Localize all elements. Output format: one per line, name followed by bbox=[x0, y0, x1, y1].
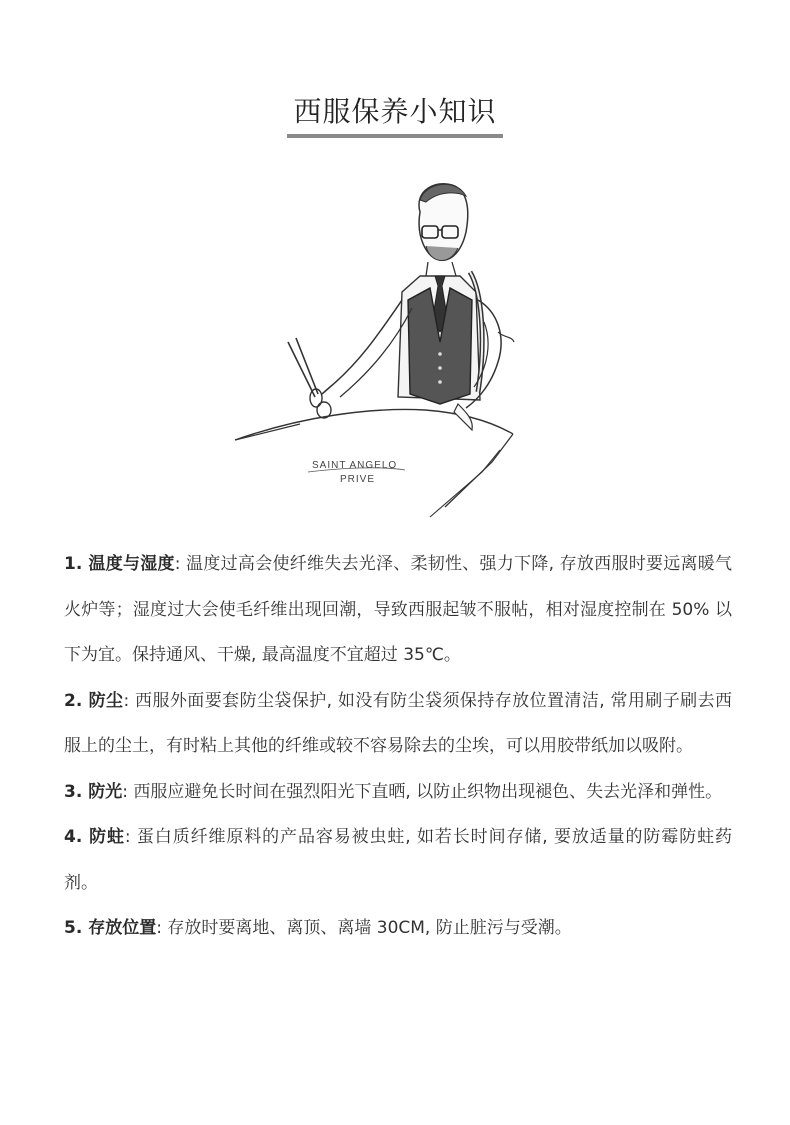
tip-body: : 温度过高会使纤维失去光泽、柔韧性、强力下降, 存放西服时要远离暖气火炉等；湿度过大会使毛纤维出现回潮，导致西服起皱不服帖，相对湿度控制在 50% 以下为宜。保持通风、干燥, 最高温度不宜超过 35℃。 bbox=[64, 554, 732, 665]
tip-heading: 5. 存放位置 bbox=[64, 918, 157, 938]
signature-line-2: PRIVE bbox=[340, 474, 376, 485]
signature-line-1: SAINT ANGELO bbox=[312, 460, 398, 471]
tip-body: : 西服应避免长时间在强烈阳光下直晒, 以防止织物出现褪色、失去光泽和弹性。 bbox=[122, 781, 723, 802]
tip-temperature-humidity bbox=[64, 542, 732, 679]
page-title: 西服保养小知识 bbox=[287, 94, 502, 138]
tip-heading: 2. 防尘 bbox=[64, 690, 124, 711]
tip-moth bbox=[64, 815, 732, 906]
tip-body: : 蛋白质纤维原料的产品容易被虫蛀, 如若长时间存储, 要放适量的防霉防蛀药剂。 bbox=[64, 827, 732, 893]
tip-light bbox=[64, 770, 732, 816]
tip-body: : 存放时要离地、离顶、离墙 30CM, 防止脏污与受潮。 bbox=[156, 918, 572, 938]
tip-heading: 4. 防蛀 bbox=[64, 827, 125, 847]
care-tips bbox=[64, 542, 732, 952]
tailor-illustration bbox=[230, 172, 530, 522]
tip-heading: 1. 温度与湿度 bbox=[64, 554, 175, 574]
title-container bbox=[0, 94, 790, 138]
tip-body: : 西服外面要套防尘袋保护, 如没有防尘袋须保持存放位置清洁, 常用刷子刷去西服上的尘土，有时粘上其他的纤维或较不容易除去的尘埃，可以用胶带纸加以吸附。 bbox=[64, 690, 732, 756]
tip-dust bbox=[64, 679, 732, 770]
tip-heading: 3. 防光 bbox=[64, 781, 123, 802]
tip-storage bbox=[64, 906, 732, 952]
